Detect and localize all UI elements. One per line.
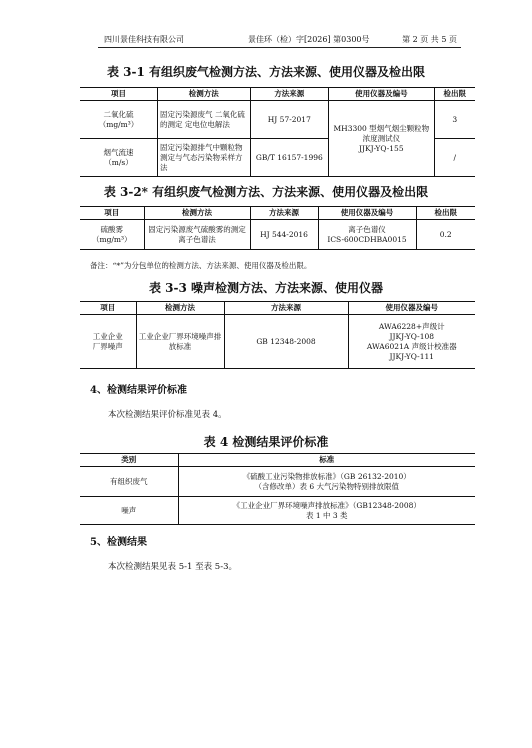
table-header-row xyxy=(80,454,475,467)
col-header: 使用仪器及编号 xyxy=(348,302,475,315)
table-cell: 工业企业 厂界噪声 xyxy=(80,315,136,369)
table-row xyxy=(80,497,475,525)
table-cell: AWA6228+声级计 JJKJ-YQ-108 AWA6021A 声级计校准器 JJKJ-YQ-111 xyxy=(348,315,475,369)
table-3-3-title: 表 3-3 噪声检测方法、方法来源、使用仪器 xyxy=(148,281,384,295)
table-cell: 固定污染源废气 二氧化硫的测定 定电位电解法 xyxy=(157,101,250,139)
table-cell: HJ 544-2016 xyxy=(250,220,318,250)
table-row xyxy=(80,101,475,139)
table-cell: HJ 57-2017 xyxy=(250,101,329,139)
report-number: 景佳环（检）字[2026] 第0300号 xyxy=(248,35,370,44)
table-cell: MH3300 型烟气烟尘颗粒物浓度测试仪 JJKJ-YQ-155 xyxy=(329,101,434,177)
col-header: 标准 xyxy=(178,454,475,467)
table-cell: 固定污染源排气中颗粒物测定与气态污染物采样方法 xyxy=(157,139,250,177)
table-cell: 二氧化硫 （mg/m³） xyxy=(80,101,157,139)
col-header: 项目 xyxy=(80,302,136,315)
table-3-2-note: 备注：“*”为分包单位的检测方法、方法来源、使用仪器及检出限。 xyxy=(90,261,312,270)
col-header: 项目 xyxy=(80,88,157,101)
col-header: 检测方法 xyxy=(136,302,224,315)
table-cell: 有组织废气 xyxy=(80,467,178,497)
col-header: 方法来源 xyxy=(224,302,348,315)
table-header-row xyxy=(80,302,475,315)
company-name: 四川景佳科技有限公司 xyxy=(104,35,184,44)
table-cell: GB 12348-2008 xyxy=(224,315,348,369)
table-cell: 噪声 xyxy=(80,497,178,525)
col-header: 检测方法 xyxy=(144,207,250,220)
col-header: 方法来源 xyxy=(250,88,329,101)
table-4-title: 表 4 检测结果评价标准 xyxy=(203,435,329,449)
table-cell: 烟气流速 （m/s） xyxy=(80,139,157,177)
table-3-3 xyxy=(80,301,475,369)
table-cell: 《工业企业厂界环境噪声排放标准》（GB12348-2008） 表 1 中 3 类 xyxy=(178,497,475,525)
col-header: 使用仪器及编号 xyxy=(329,88,434,101)
table-cell: 3 xyxy=(434,101,475,139)
table-cell: GB/T 16157-1996 xyxy=(250,139,329,177)
col-header: 方法来源 xyxy=(250,207,318,220)
table-cell: 《硫酸工业污染物排放标准》（GB 26132-2010） （含修改单）表 6 大气污染物特别排放限值 xyxy=(178,467,475,497)
section-4-text: 本次检测结果评价标准见表 4。 xyxy=(108,410,227,420)
table-3-2 xyxy=(80,206,475,250)
col-header: 类别 xyxy=(80,454,178,467)
table-row xyxy=(80,220,475,250)
table-3-1 xyxy=(80,87,475,177)
section-5-heading: 5、检测结果 xyxy=(90,537,147,548)
table-cell: 固定污染源废气硫酸雾的测定 离子色谱法 xyxy=(144,220,250,250)
table-row xyxy=(80,315,475,369)
table-header-row xyxy=(80,207,475,220)
page-header xyxy=(98,33,461,48)
table-cell: 0.2 xyxy=(416,220,475,250)
table-4 xyxy=(80,453,475,525)
table-cell: 硫酸雾 （mg/m³） xyxy=(80,220,144,250)
table-header-row xyxy=(80,88,475,101)
col-header: 检出限 xyxy=(416,207,475,220)
table-cell: 离子色谱仪 ICS-600CDHBA0015 xyxy=(318,220,416,250)
col-header: 项目 xyxy=(80,207,144,220)
table-cell: 工业企业厂界环境噪声排放标准 xyxy=(136,315,224,369)
section-4-heading: 4、检测结果评价标准 xyxy=(90,385,187,396)
table-cell: / xyxy=(434,139,475,177)
page-number: 第 2 页 共 5 页 xyxy=(402,35,457,44)
col-header: 检出限 xyxy=(434,88,475,101)
table-3-2-title: 表 3-2* 有组织废气检测方法、方法来源、使用仪器及检出限 xyxy=(103,185,429,199)
col-header: 检测方法 xyxy=(157,88,250,101)
col-header: 使用仪器及编号 xyxy=(318,207,416,220)
section-5-text: 本次检测结果见表 5-1 至表 5-3。 xyxy=(108,562,237,572)
table-row xyxy=(80,467,475,497)
table-3-1-title: 表 3-1 有组织废气检测方法、方法来源、使用仪器及检出限 xyxy=(106,65,426,79)
